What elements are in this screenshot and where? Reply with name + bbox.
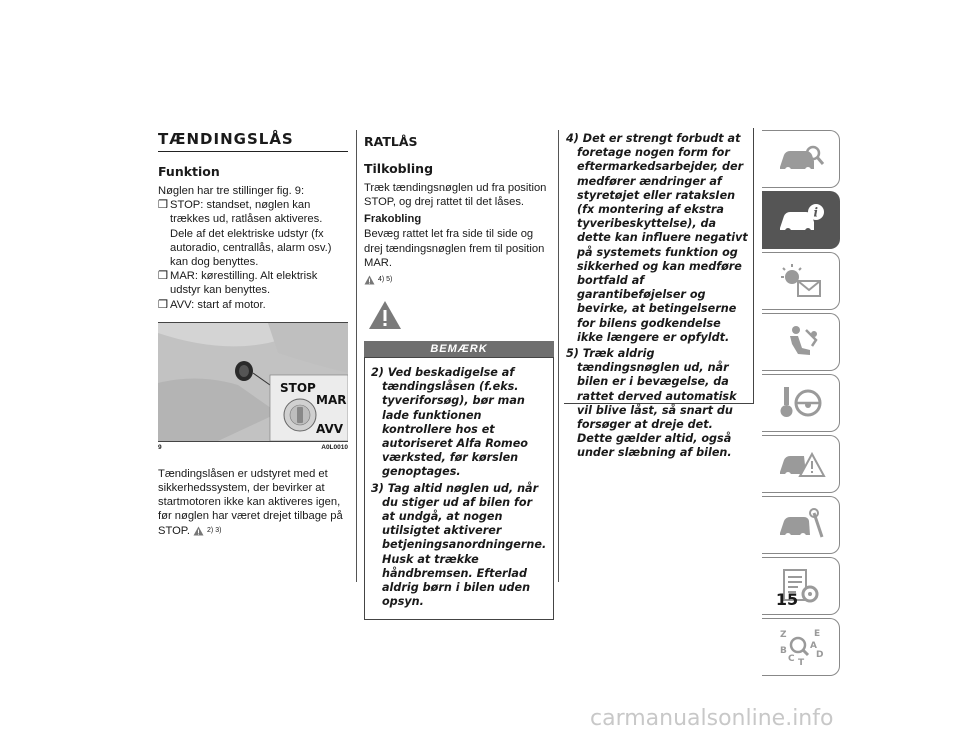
notes-continued-box — [564, 128, 754, 460]
warning-triangle-icon — [364, 275, 375, 285]
airbag-seat-icon — [776, 322, 826, 362]
notes-box — [364, 357, 554, 620]
figure-label-stop: STOP — [280, 380, 316, 395]
index-letter: A — [809, 641, 817, 651]
tilkobling-text: Træk tændingsnøglen ud fra position STOP, og drej rattet til det låses. — [364, 182, 547, 209]
light-envelope-icon — [776, 261, 826, 301]
car-wrench-icon — [776, 505, 826, 545]
warning-reference: 2) 3) — [193, 524, 221, 538]
car-warning-icon — [776, 444, 826, 484]
tab-maintenance[interactable] — [762, 496, 840, 554]
checkbox-glyph-icon: ❒ — [158, 270, 169, 283]
index-search-icon — [776, 627, 826, 667]
figure-code: A0L0010 — [321, 443, 348, 451]
column-steering-lock — [364, 130, 554, 620]
car-search-icon — [776, 139, 826, 179]
figure-label-avv: AVV — [316, 421, 344, 436]
page-number: 15 — [775, 590, 799, 609]
column-ignition — [158, 130, 348, 538]
bemaerk-heading: BEMÆRK — [364, 341, 554, 357]
checkbox-glyph-icon: ❒ — [158, 298, 169, 311]
warning-triangle-icon — [193, 526, 204, 536]
bullet-avv: ❒ AVV: start af motor. — [158, 298, 266, 311]
tab-car-knowledge[interactable] — [762, 130, 840, 188]
index-letter: Z — [779, 630, 787, 640]
svg-text:i: i — [813, 205, 818, 220]
index-letter: T — [797, 658, 804, 667]
index-letter: C — [787, 654, 795, 664]
car-info-icon — [776, 200, 826, 240]
section-title-ignition: TÆNDINGSLÅS — [158, 130, 348, 152]
note-2: 2) Ved beskadigelse af tændingslåsen (f.eks. tyveriforsøg), bør man lade funktionen kontrollere hos et autoriseret Alfa Romeo værksted, før kørslen genoptages. — [371, 366, 528, 479]
index-letter: D — [815, 650, 823, 660]
note-5: 5) Træk aldrig tændingsnøglen ud, når bilen er i bevægelse, da rattet derved automatisk vil blive låst, så snart du forsøger at dreje det. Dette gælder altid, også under slæbning af bilen. — [566, 347, 737, 460]
note-3: 3) Tag altid nøglen ud, når du stiger ud af bilen for at undgå, at nogen utilsigtet aktiverer betjeningsanordningerne. Husk at trække håndbremsen. Efterlad aldrig børn i bilen uden opsyn. — [371, 481, 547, 609]
tab-lights-warnings[interactable] — [762, 252, 840, 310]
tab-starting-driving[interactable] — [762, 374, 840, 432]
figure-caption — [158, 444, 348, 451]
subsection-title-funktion: Funktion — [158, 164, 220, 179]
bullet-mar: ❒ MAR: kørestilling. Alt elektrisk udstyr kan benyttes. — [158, 270, 318, 297]
section-title-ratlaas: RATLÅS — [364, 134, 418, 149]
figure-ignition-photo — [158, 322, 348, 442]
subsection-title-tilkobling: Tilkobling — [364, 161, 434, 176]
subheading-frakobling: Frakobling — [364, 213, 422, 226]
tab-index[interactable] — [762, 618, 840, 676]
figure-label-mar: MAR — [316, 392, 347, 407]
tab-safety[interactable] — [762, 313, 840, 371]
note-4: 4) Det er strengt forbudt at foretage nogen form for eftermarkedsarbejder, der medfører ændringer af styretøjet eller rataksIen (fx montering af ekstra tyveribeskyttelse), da dette kan influere negativt på systemets funktion og sikkerhed og kan medføre bortfald af garantibeføjelser og bevirke, at betingelserne for bilens godkendelse ikke længere er opfyldt. — [566, 132, 748, 344]
ignition-paragraph: Tændingslåsen er udstyret med et sikkerhedssystem, der bevirker at startmotoren ikke kan aktiveres igen, før nøglen har været drejet tilbage på STOP. 2) 3) — [158, 467, 343, 537]
frakobling-text: Bevæg rattet let fra side til side og drej tændingsnøglen frem til position MAR. — [364, 228, 545, 269]
column-divider-2 — [558, 130, 559, 582]
figure-number: 9 — [158, 443, 162, 451]
warning-reference: 4) 5) — [364, 275, 392, 285]
column-divider-1 — [356, 130, 357, 582]
ignition-illustration — [158, 323, 348, 441]
index-letter: E — [813, 629, 820, 639]
index-letter: B — [779, 646, 787, 656]
bullet-stop: ❒ STOP: standset, nøglen kan trækkes ud, ratlåsen aktiveres. Dele af det elektriske udstyr (fx autoradio, centrallås, alarm osv.) kan dog benyttes. — [158, 199, 332, 269]
tab-emergency[interactable] — [762, 435, 840, 493]
tab-car-info[interactable] — [762, 191, 840, 249]
steering-key-icon — [776, 383, 826, 423]
checkbox-glyph-icon: ❒ — [158, 199, 169, 212]
watermark: carmanualsonline.info — [590, 706, 834, 731]
intro-text: Nøglen har tre stillinger fig. 9: — [158, 185, 305, 197]
warning-large-icon — [368, 300, 554, 335]
